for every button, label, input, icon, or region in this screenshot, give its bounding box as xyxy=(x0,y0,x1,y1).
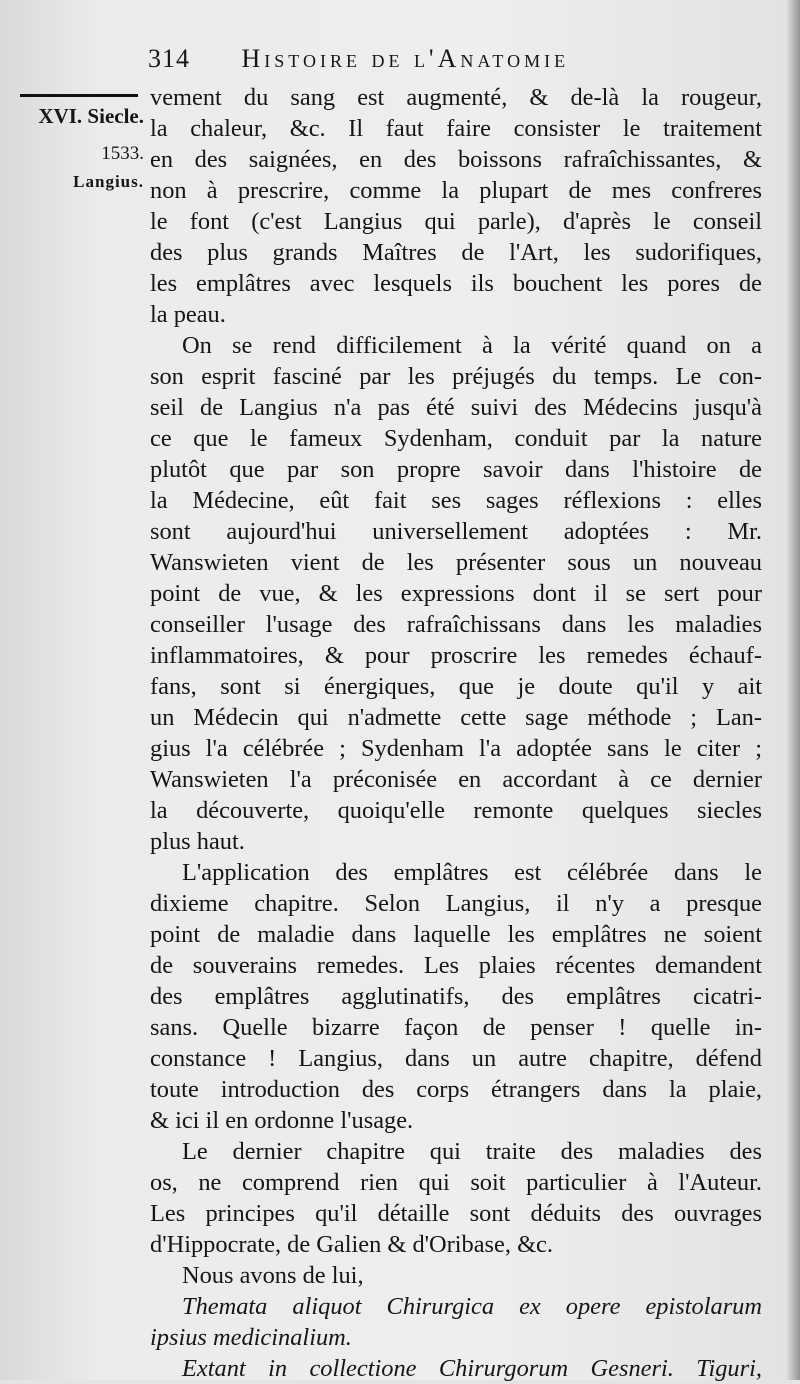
text-line: des emplâtres agglutinatifs, des emplâtres cicatri- xyxy=(150,983,762,1010)
text-line: la chaleur, &c. Il faut faire consister le traitement xyxy=(150,115,762,142)
text-line: Wanswieten l'a préconisée en accordant à ce dernier xyxy=(150,766,762,793)
text-line: vement du sang est augmenté, & de-là la rougeur, xyxy=(150,84,762,111)
text-line: de souverains remedes. Les plaies récentes demandent xyxy=(150,952,762,979)
margin-author: Langius. xyxy=(73,172,144,191)
text-line: plutôt que par son propre savoir dans l'histoire de xyxy=(150,456,762,483)
text-line: non à prescrire, comme la plupart de mes confreres xyxy=(150,177,762,204)
body-text xyxy=(150,82,762,1384)
running-title: Histoire de l'Anatomie xyxy=(241,44,570,73)
text-line: inflammatoires, & pour proscrire les remedes échauf- xyxy=(150,642,762,669)
text-line: la peau. xyxy=(150,301,226,328)
text-line: d'Hippocrate, de Galien & d'Oribase, &c. xyxy=(150,1231,553,1258)
text-line: dixieme chapitre. Selon Langius, il n'y a presque xyxy=(150,890,762,917)
text-line: conseiller l'usage des rafraîchissans dans les maladies xyxy=(150,611,762,638)
text-line: Les principes qu'il détaille sont déduits des ouvrages xyxy=(150,1200,762,1227)
text-line: le font (c'est Langius qui parle), d'après le conseil xyxy=(150,208,762,235)
text-line: en des saignées, en des boissons rafraîchissantes, & xyxy=(150,146,762,173)
text-line: sont aujourd'hui universellement adoptées : Mr. xyxy=(150,518,762,545)
text-line: un Médecin qui n'admette cette sage méthode ; Lan- xyxy=(150,704,762,731)
page-number: 314 xyxy=(148,44,190,73)
margin-year: 1533. xyxy=(101,143,144,164)
text-line: Le dernier chapitre qui traite des maladies des xyxy=(182,1138,762,1165)
text-line-italic: Themata aliquot Chirurgica ex opere epistolarum xyxy=(182,1293,762,1320)
text-line: fans, sont si énergiques, que je doute qu'il y ait xyxy=(150,673,762,700)
text-line: les emplâtres avec lesquels ils bouchent les pores de xyxy=(150,270,762,297)
page-edge-shadow xyxy=(786,0,800,1380)
text-line: la Médecine, eût fait ses sages réflexions : elles xyxy=(150,487,762,514)
text-line: sans. Quelle bizarre façon de penser ! quelle in- xyxy=(150,1014,762,1041)
text-line: toute introduction des corps étrangers dans la plaie, xyxy=(150,1076,762,1103)
text-line: la découverte, quoiqu'elle remonte quelques siecles xyxy=(150,797,762,824)
text-line: L'application des emplâtres est célébrée dans le xyxy=(182,859,762,886)
text-line-italic: Extant in collectione Chirurgorum Gesneri. Tiguri, xyxy=(182,1355,762,1382)
margin-century: XVI. Siecle. xyxy=(38,104,144,128)
text-line: gius l'a célébrée ; Sydenham l'a adoptée sans le citer ; xyxy=(150,735,762,762)
text-line: point de maladie dans laquelle les emplâtres ne soient xyxy=(150,921,762,948)
text-line: point de vue, & les expressions dont il se sert pour xyxy=(150,580,762,607)
text-line: constance ! Langius, dans un autre chapitre, défend xyxy=(150,1045,762,1072)
text-line: & ici il en ordonne l'usage. xyxy=(150,1107,414,1134)
text-line: Nous avons de lui, xyxy=(182,1262,364,1289)
margin-rule xyxy=(20,94,138,97)
running-header xyxy=(148,44,768,78)
text-line: son esprit fasciné par les préjugés du temps. Le con- xyxy=(150,363,762,390)
text-line: ce que le fameux Sydenham, conduit par la nature xyxy=(150,425,762,452)
text-line-italic: ipsius medicinalium. xyxy=(150,1324,352,1351)
text-line: plus haut. xyxy=(150,828,245,855)
margin-notes xyxy=(14,102,144,196)
text-line: des plus grands Maîtres de l'Art, les sudorifiques, xyxy=(150,239,762,266)
text-line: On se rend difficilement à la vérité quand on a xyxy=(182,332,762,359)
text-line: os, ne comprend rien qui soit particulier à l'Auteur. xyxy=(150,1169,762,1196)
text-line: seil de Langius n'a pas été suivi des Médecins jusqu'à xyxy=(150,394,762,421)
text-line: Wanswieten vient de les présenter sous un nouveau xyxy=(150,549,762,576)
